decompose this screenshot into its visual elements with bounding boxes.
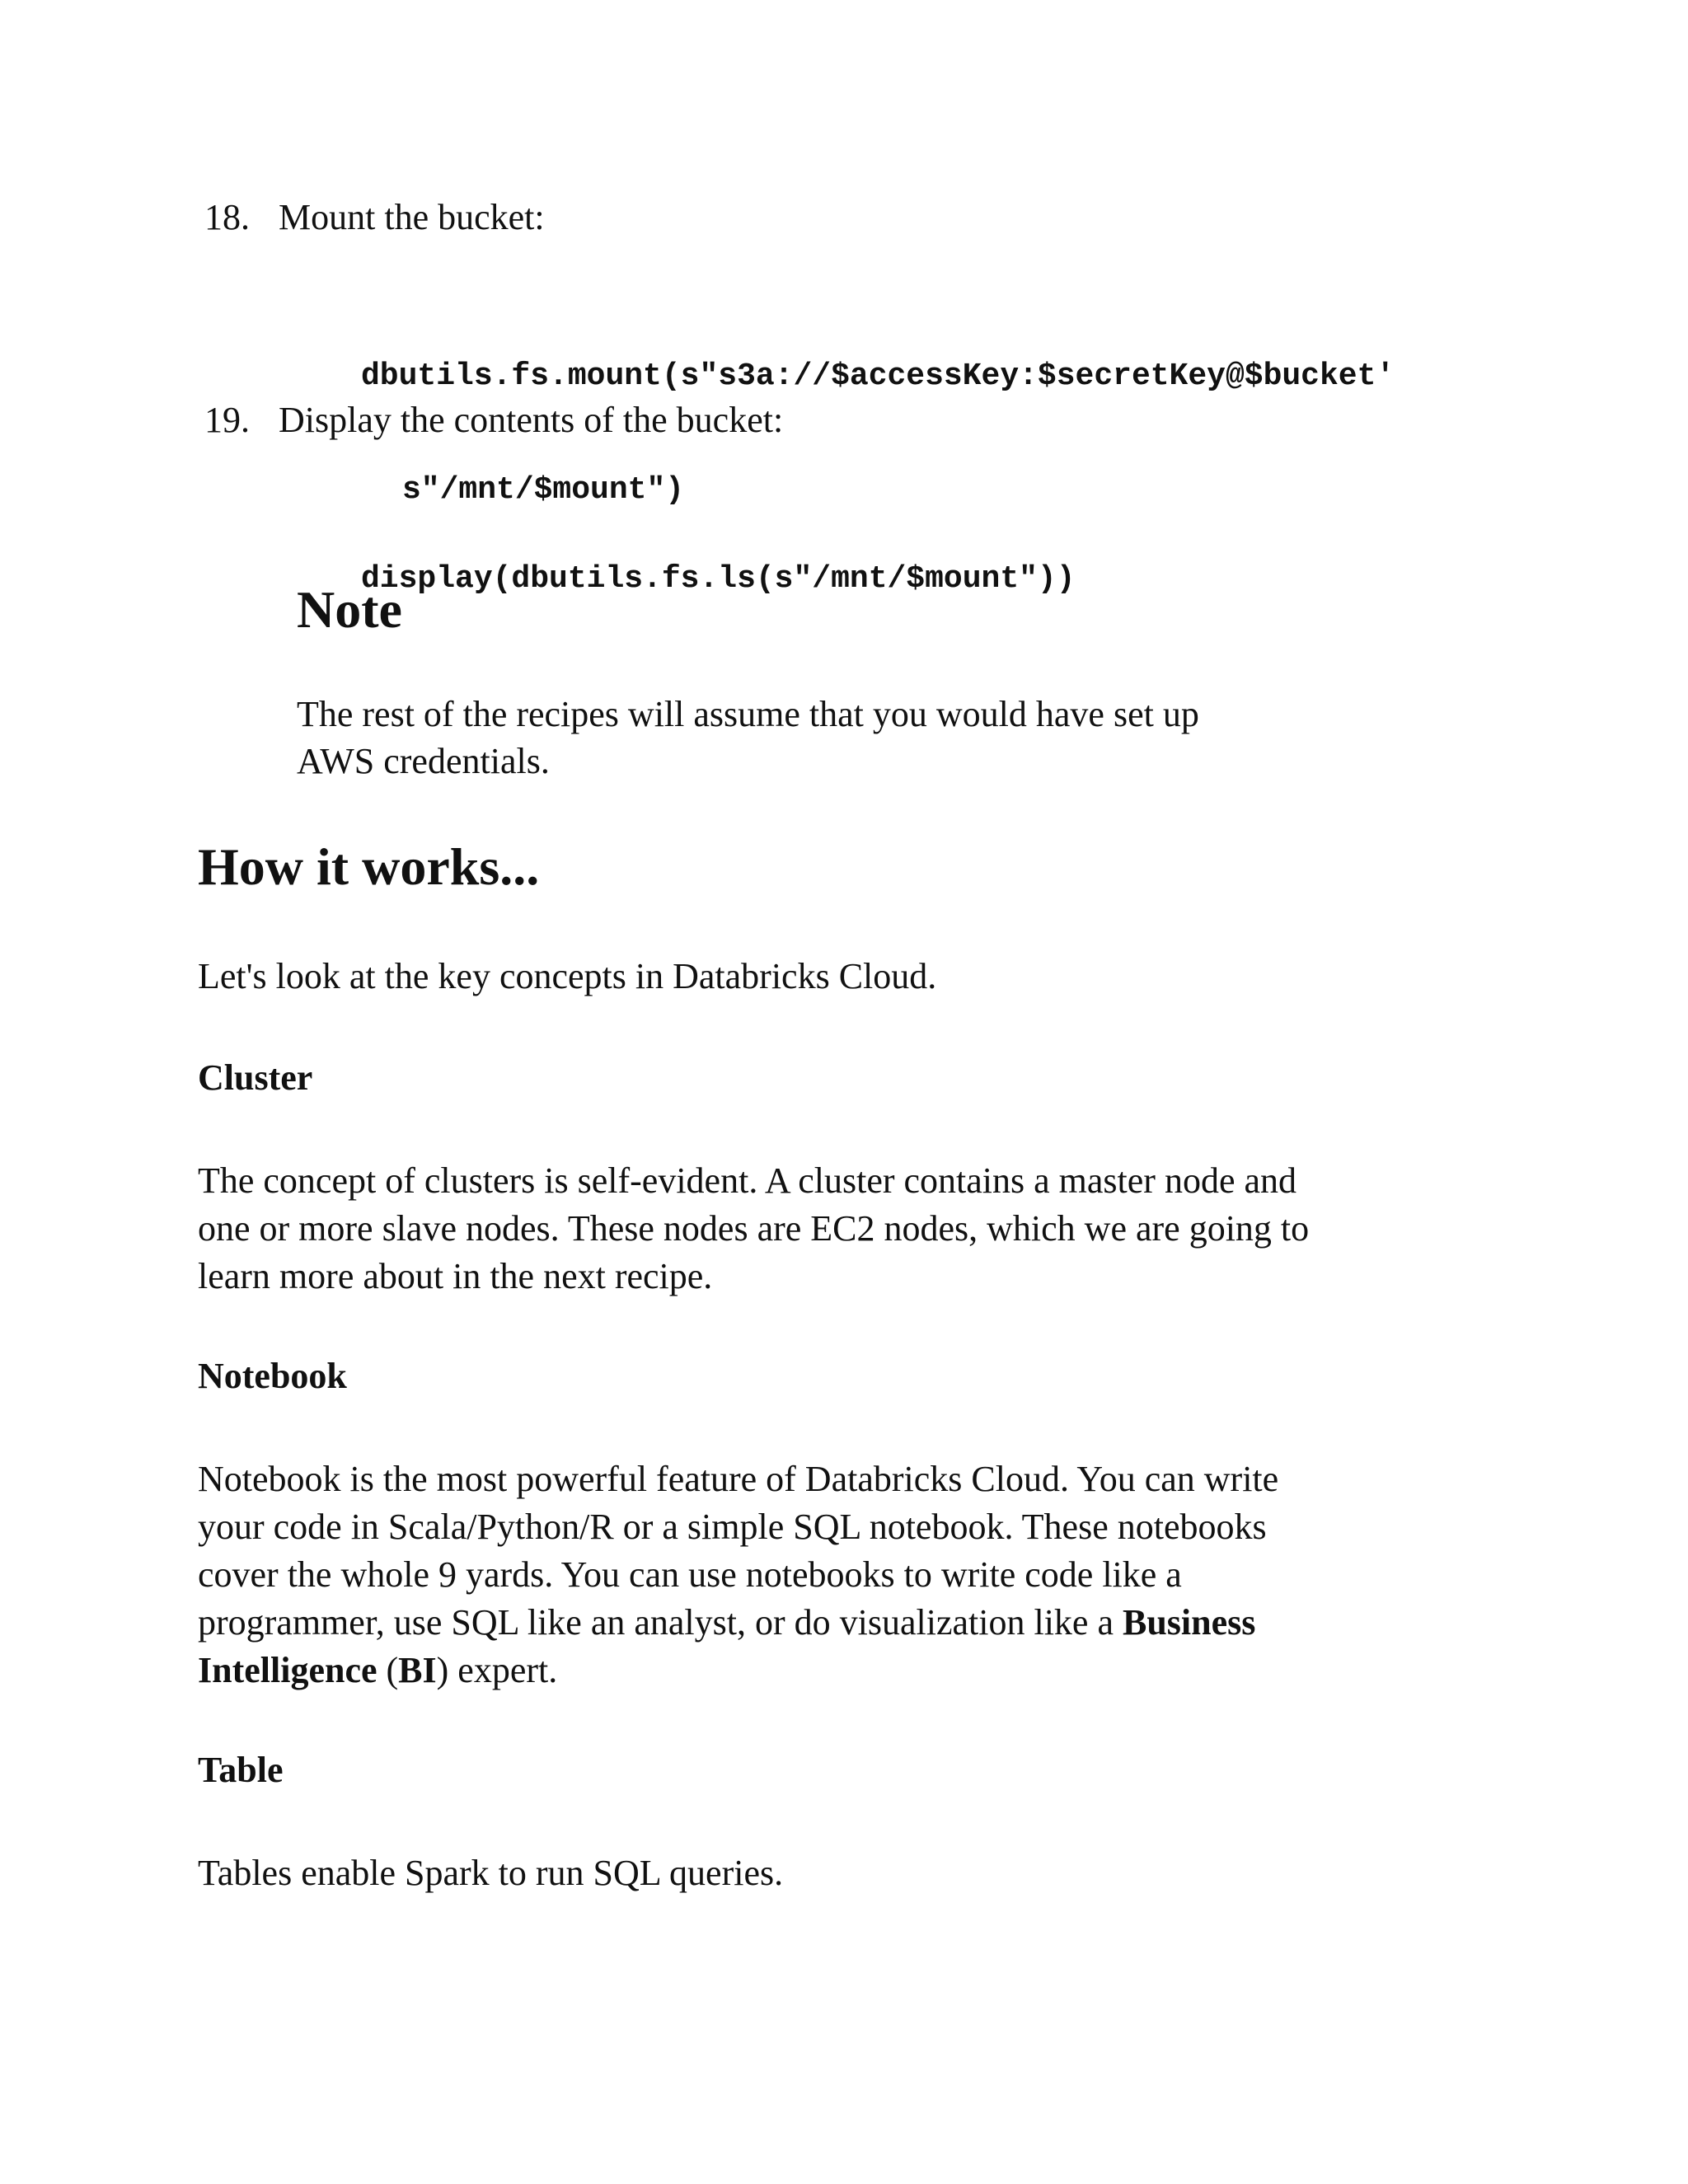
- step-number: 19.: [204, 400, 250, 440]
- note-line: AWS credentials.: [297, 741, 550, 781]
- line-text: programmer, use SQL like an analyst, or do visualization like a: [198, 1602, 1123, 1643]
- note-title: Note: [297, 580, 402, 639]
- paragraph-line: Notebook is the most powerful feature of Databricks Cloud. You can write: [198, 1459, 1279, 1499]
- code-line: dbutils.fs.mount(s"s3a://$accessKey:$secretKey@$bucket': [361, 359, 1395, 394]
- table-heading: Table: [198, 1750, 284, 1790]
- code-line: display(dbutils.fs.ls(s"/mnt/$mount")): [361, 561, 1076, 597]
- bold-term-intelligence: Intelligence: [198, 1650, 377, 1690]
- paragraph-line: one or more slave nodes. These nodes are EC2 nodes, which we are going to: [198, 1208, 1310, 1249]
- table-paragraph: Tables enable Spark to run SQL queries.: [198, 1853, 784, 1893]
- section-heading: How it works...: [198, 837, 540, 896]
- paragraph-line: [198, 1599, 1484, 1647]
- paragraph-line: The concept of clusters is self-evident. A cluster contains a master node and: [198, 1160, 1297, 1201]
- step-18: [204, 194, 545, 241]
- bold-term-bi: BI: [398, 1650, 437, 1690]
- paragraph-line: [198, 1647, 1484, 1694]
- bold-term-business: Business: [1122, 1602, 1256, 1643]
- note-line: The rest of the recipes will assume that you would have set up: [297, 694, 1199, 734]
- notebook-paragraph: [198, 1455, 1484, 1694]
- step-number: 18.: [204, 197, 250, 237]
- code-block-display: [361, 485, 1076, 674]
- paragraph-line: your code in Scala/Python/R or a simple SQL notebook. These notebooks: [198, 1507, 1267, 1547]
- cluster-paragraph: [198, 1157, 1484, 1301]
- step-text: Display the contents of the bucket:: [279, 400, 784, 440]
- line-text: ) expert.: [436, 1650, 558, 1690]
- paragraph-line: learn more about in the next recipe.: [198, 1256, 713, 1296]
- notebook-heading: Notebook: [198, 1356, 347, 1396]
- paragraph-line: cover the whole 9 yards. You can use notebooks to write code like a: [198, 1554, 1182, 1595]
- paren-open: (: [377, 1650, 399, 1690]
- note-body: [297, 691, 1368, 785]
- intro-paragraph: Let's look at the key concepts in Databricks Cloud.: [198, 956, 937, 996]
- step-19: [204, 397, 783, 443]
- code-line: s"/mnt/$mount"): [402, 472, 685, 508]
- step-text: Mount the bucket:: [279, 197, 545, 237]
- cluster-heading: Cluster: [198, 1057, 313, 1098]
